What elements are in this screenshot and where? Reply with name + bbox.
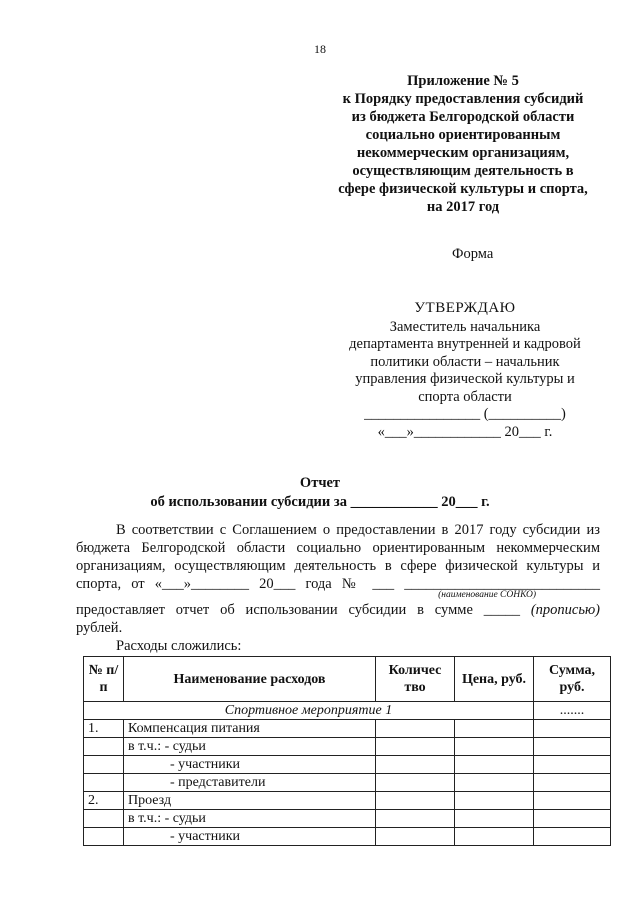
sum-cell [534, 828, 611, 846]
appendix-line: на 2017 год [426, 199, 500, 215]
table-row [84, 810, 611, 828]
body-line [76, 601, 600, 619]
quantity-cell [376, 792, 455, 810]
report-subtitle: об использовании субсидии за ____________ 20___ г. [150, 494, 490, 510]
quantity-cell [376, 720, 455, 738]
table-row [84, 774, 611, 792]
price-cell [455, 774, 534, 792]
body-line-text: предоставляет отчет об использовании субсидии в сумме _____ [76, 602, 531, 618]
header-sum: Сумма, руб. [534, 657, 611, 702]
quantity-cell [376, 810, 455, 828]
row-name: в т.ч.: - судьи [124, 738, 376, 756]
table-header-row [84, 657, 611, 702]
table-row [84, 720, 611, 738]
in-words-note: (прописью) [530, 602, 600, 618]
signature-line: ________________ (__________) [364, 406, 566, 422]
report-title-block [0, 474, 640, 512]
header-number: № п/п [84, 657, 124, 702]
row-number: 2. [84, 792, 124, 810]
header-price: Цена, руб. [455, 657, 534, 702]
table-row [84, 828, 611, 846]
approval-line: политики области – начальник [370, 353, 560, 370]
sonko-name-note: (наименование СОНКО) [438, 590, 536, 600]
sum-cell [534, 720, 611, 738]
quantity-cell [376, 828, 455, 846]
price-cell [455, 810, 534, 828]
row-name: в т.ч.: - судьи [124, 810, 376, 828]
header-quantity: Количес тво [376, 657, 455, 702]
row-number [84, 828, 124, 846]
appendix-line: из бюджета Белгородской области [351, 109, 575, 125]
row-number [84, 810, 124, 828]
table-row [84, 738, 611, 756]
report-title: Отчет [299, 475, 341, 491]
body-line: рублей. [76, 620, 123, 636]
approval-line: Заместитель начальника [389, 318, 541, 335]
appendix-line: к Порядку предоставления субсидий [342, 91, 584, 107]
row-name: - участники [124, 828, 376, 846]
sum-cell [534, 756, 611, 774]
appendix-line: сфере физической культуры и спорта, [338, 181, 588, 197]
sum-cell [534, 774, 611, 792]
table-row [84, 756, 611, 774]
header-expense-name: Наименование расходов [124, 657, 376, 702]
body-line: бюджета Белгородской области социально ориентированным некоммерческим [76, 540, 600, 556]
row-name: - участники [124, 756, 376, 774]
expenses-table [83, 656, 611, 846]
row-number [84, 738, 124, 756]
appendix-line: осуществляющим деятельность в [352, 163, 574, 179]
approval-title: УТВЕРЖДАЮ [414, 300, 516, 316]
price-cell [455, 828, 534, 846]
appendix-line: некоммерческим организациям, [356, 145, 570, 161]
sum-cell [534, 810, 611, 828]
approval-line: спорта области [418, 388, 512, 405]
section-row [84, 702, 611, 720]
table-row [84, 792, 611, 810]
body-line: В соответствии с Соглашением о предоставлении в 2017 году субсидии из [116, 522, 600, 538]
body-line: организациям, осуществляющим деятельность в сфере физической культуры и [76, 558, 600, 574]
price-cell [455, 738, 534, 756]
quantity-cell [376, 774, 455, 792]
row-name: Компенсация питания [124, 720, 376, 738]
row-name: - представители [124, 774, 376, 792]
row-number [84, 756, 124, 774]
appendix-line: социально ориентированным [365, 127, 561, 143]
quantity-cell [376, 756, 455, 774]
form-label: Форма [452, 246, 494, 262]
price-cell [455, 720, 534, 738]
row-name: Проезд [124, 792, 376, 810]
price-cell [455, 756, 534, 774]
body-line: спорта, от «___»________ 20___ года № ___ ___________________________ [76, 576, 600, 592]
expenses-heading: Расходы сложились: [116, 638, 242, 654]
appendix-header [318, 72, 608, 216]
price-cell [455, 792, 534, 810]
approval-line: управления физической культуры и [355, 371, 575, 387]
sum-cell [534, 792, 611, 810]
row-number [84, 774, 124, 792]
appendix-line: Приложение № 5 [407, 73, 519, 89]
approval-block [332, 300, 598, 441]
report-body [76, 521, 600, 655]
approval-date-line: «___»____________ 20___ г. [377, 423, 553, 440]
row-number: 1. [84, 720, 124, 738]
sum-cell [534, 738, 611, 756]
quantity-cell [376, 738, 455, 756]
page-number: 18 [314, 42, 326, 56]
approval-line: департамента внутренней и кадровой [349, 336, 581, 352]
section-sum: ....... [534, 702, 611, 720]
section-title: Спортивное мероприятие 1 [84, 702, 534, 720]
